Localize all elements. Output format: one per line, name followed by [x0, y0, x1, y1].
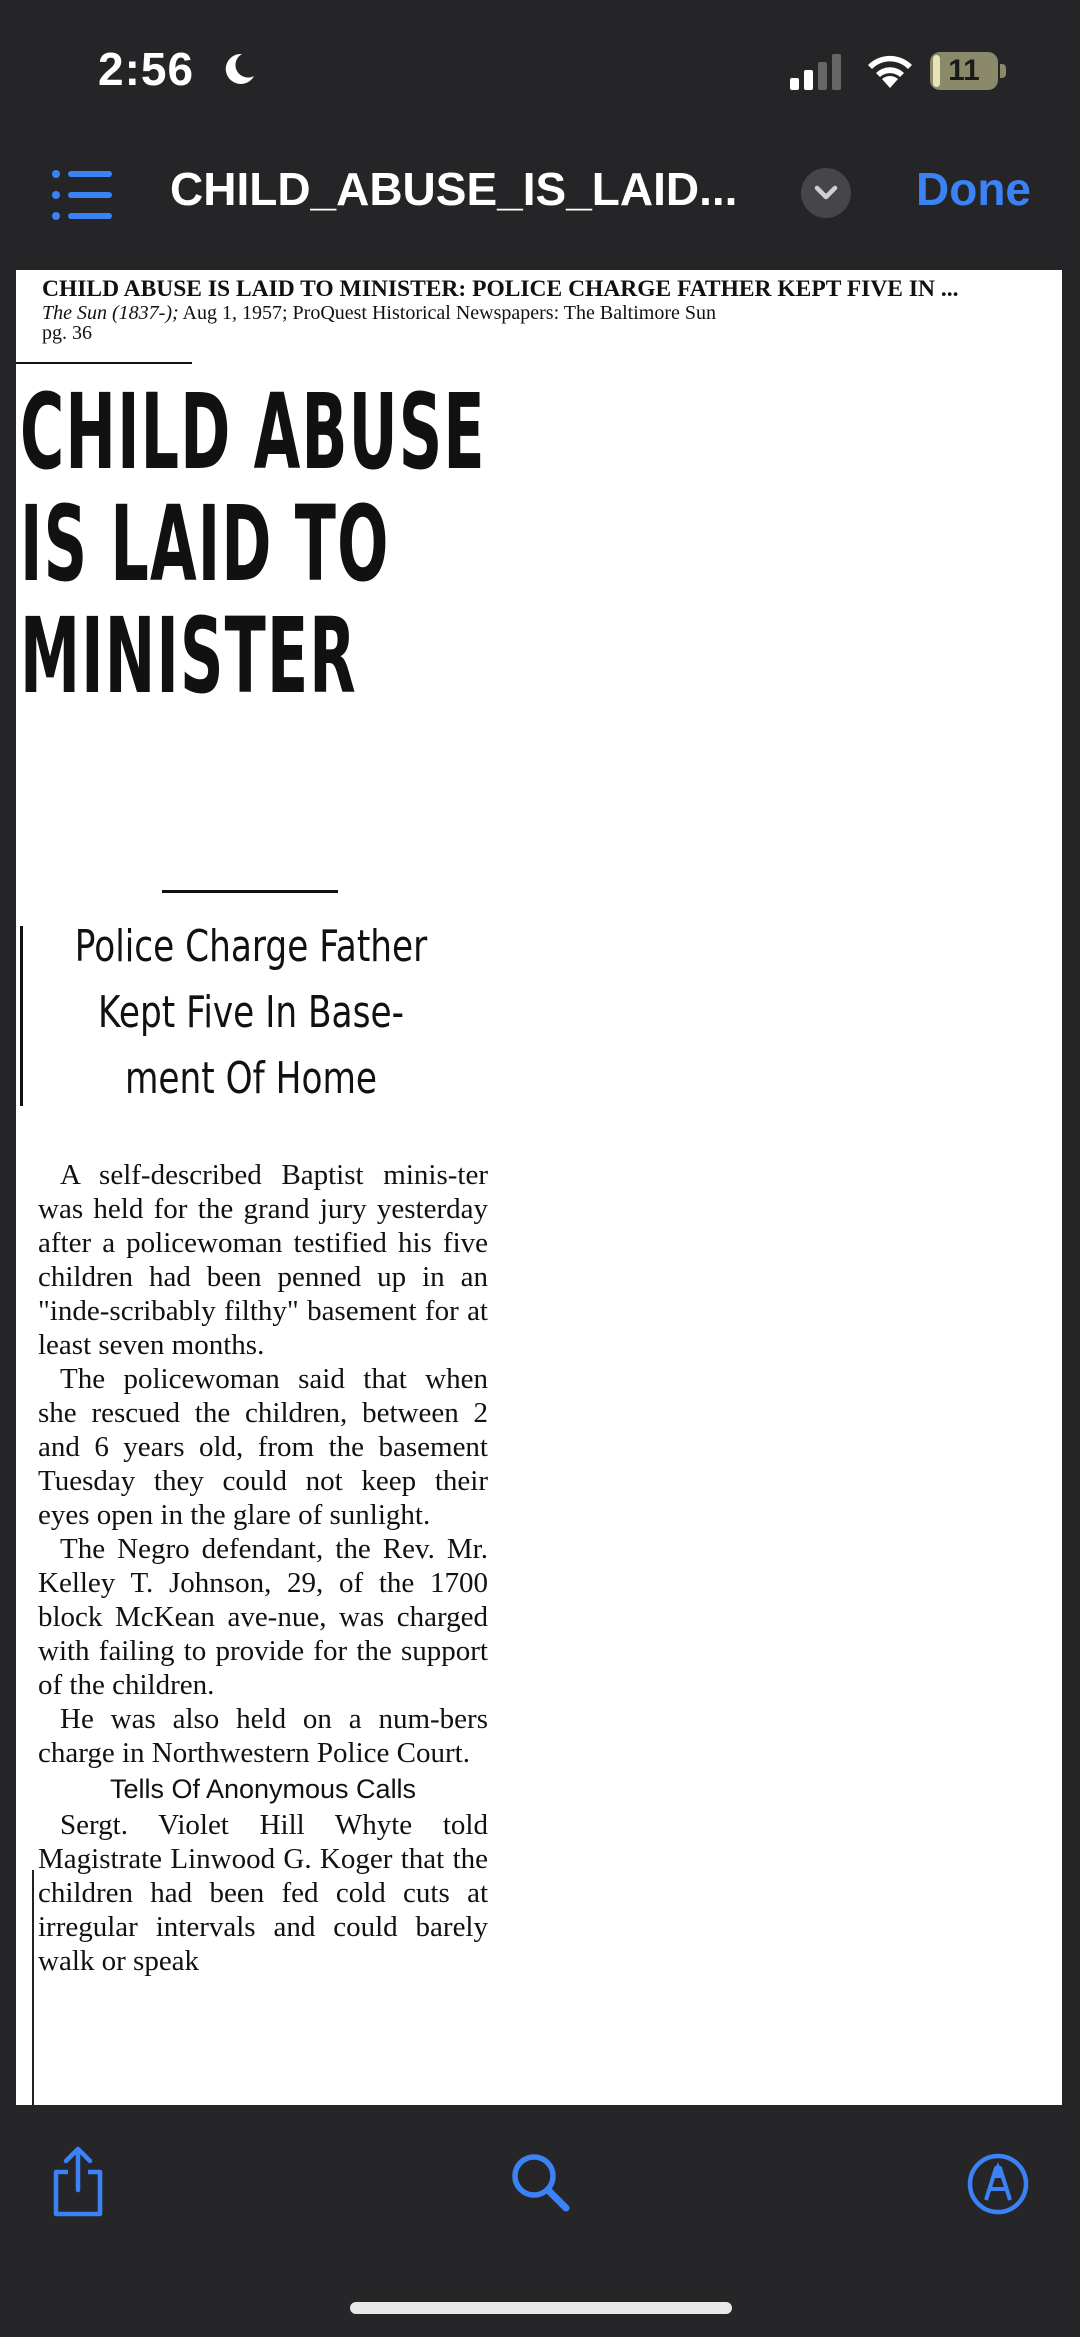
citation-source: The Sun (1837-); Aug 1, 1957; ProQuest Historical Newspapers: The Baltimore Sun: [42, 302, 716, 324]
search-icon[interactable]: [508, 2150, 572, 2214]
article-paragraph: He was also held on a num-bers charge in Northwestern Police Court.: [38, 1703, 488, 1769]
article-body: [38, 1158, 488, 1978]
divider: [16, 362, 192, 364]
markup-icon[interactable]: [966, 2152, 1030, 2216]
document-page[interactable]: [16, 270, 1062, 2105]
battery-level: 11: [948, 54, 980, 87]
moon-icon: [222, 52, 256, 86]
status-bar: [0, 0, 1080, 140]
chevron-down-icon: [801, 168, 851, 218]
article-headline: CHILD ABUSE IS LAID TO MINISTER: [20, 371, 486, 717]
wifi-icon: [864, 52, 916, 90]
home-indicator[interactable]: [350, 2302, 732, 2314]
divider: [162, 890, 338, 893]
article-paragraph: The Negro defendant, the Rev. Mr. Kelley T. Johnson, 29, of the 1700 block McKean ave-nue, was charged with failing to provide for the support of the children.: [38, 1533, 488, 1701]
done-button[interactable]: Done: [916, 163, 1031, 215]
citation-page: pg. 36: [42, 322, 92, 344]
citation-title: CHILD ABUSE IS LAID TO MINISTER: POLICE CHARGE FATHER KEPT FIVE IN ...: [42, 276, 959, 302]
column-rule: [32, 1870, 34, 2105]
share-icon[interactable]: [46, 2146, 110, 2218]
article-paragraph: The policewoman said that when she rescued the children, between 2 and 6 years old, from the basement Tuesday they could not keep their eyes open in the glare of sunlight.: [38, 1363, 488, 1531]
column-rule: [20, 926, 23, 1106]
battery-icon: [930, 52, 1008, 90]
article-subheading: Tells Of Anonymous Calls: [109, 1774, 417, 1804]
article-paragraph: Sergt. Violet Hill Whyte told Magistrate Linwood G. Koger that the children had been fed cold cuts at irregular intervals and could barely walk or speak: [38, 1809, 488, 1977]
list-icon[interactable]: [50, 166, 114, 224]
article-paragraph: A self-described Baptist minis-ter was held for the grand jury yesterday after a policewoman testified his five children had been penned up in an "inde-scribably filthy" basement for at least seven months.: [38, 1159, 488, 1361]
title-menu-button[interactable]: [801, 168, 851, 218]
nav-bar: [0, 140, 1080, 260]
signal-icon: [788, 52, 846, 90]
document-title[interactable]: CHILD_ABUSE_IS_LAID...: [170, 163, 738, 215]
article-subhead: Police Charge Father Kept Five In Base- ment Of Home: [74, 921, 428, 1104]
status-time: 2:56: [98, 43, 195, 95]
